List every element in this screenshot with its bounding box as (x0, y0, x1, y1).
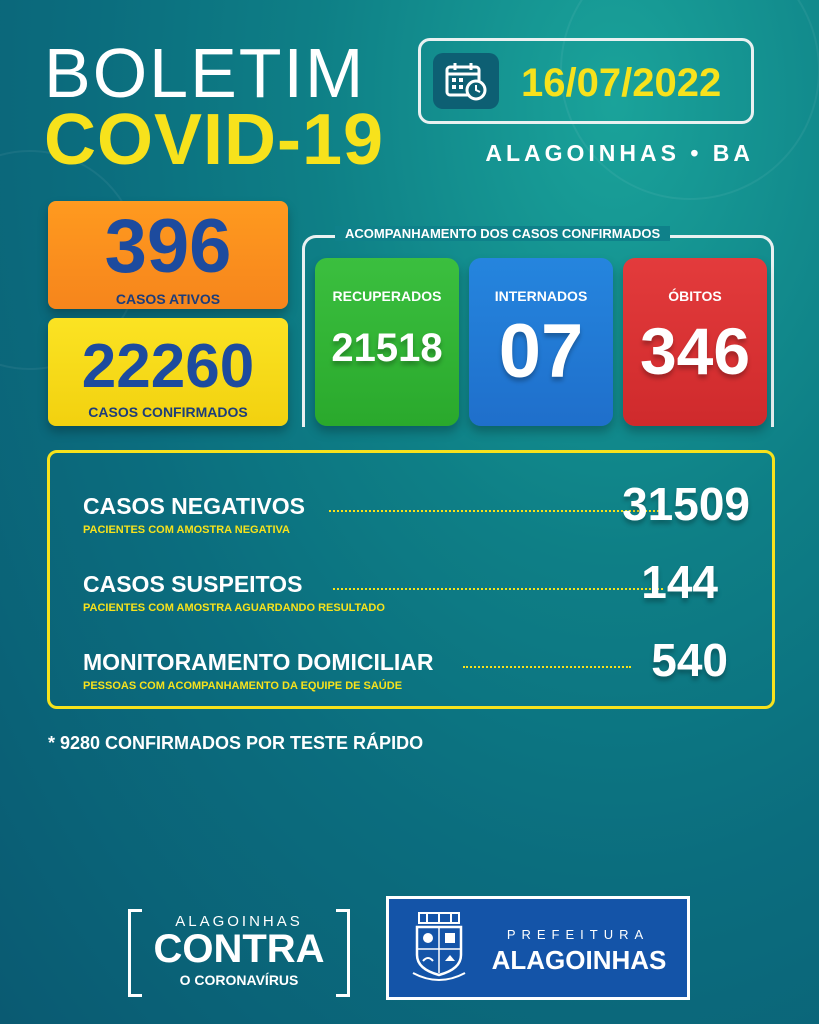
city-crest-icon (409, 911, 469, 994)
confirmed-cases-value: 22260 (81, 332, 255, 401)
hospitalized-value: 07 (498, 309, 584, 394)
monitoring-row (83, 635, 758, 691)
calendar-clock-icon (433, 53, 499, 109)
recovered-label: RECUPERADOS (332, 288, 442, 304)
deaths-label: ÓBITOS (668, 288, 722, 304)
hospitalized-label: INTERNADOS (494, 288, 588, 304)
negatives-name: CASOS NEGATIVOS (83, 493, 305, 519)
prefeitura-label: PREFEITURA (506, 927, 650, 942)
suspects-value: 144 (641, 556, 718, 608)
dotted-leader (463, 666, 631, 668)
deaths-card (623, 258, 767, 426)
active-cases-card (48, 201, 288, 309)
prefeitura-city: ALAGOINHAS (491, 945, 667, 975)
recovered-value: 21518 (331, 326, 443, 370)
dotted-leader (333, 588, 663, 590)
monitoring-subtitle: PESSOAS COM ACOMPANHAMENTO DA EQUIPE DE SAÚDE (83, 680, 403, 692)
campaign-line2: CONTRA (153, 927, 325, 971)
active-cases-value: 396 (104, 204, 232, 289)
campaign-line1: ALAGOINHAS (175, 913, 303, 930)
negatives-value: 31509 (622, 478, 750, 530)
campaign-line3: O CORONAVÍRUS (179, 972, 299, 988)
campaign-logo (128, 909, 350, 997)
prefeitura-logo (386, 896, 690, 1000)
title-covid: COVID-19 (44, 100, 385, 180)
rapid-test-footnote: * 9280 CONFIRMADOS POR TESTE RÁPIDO (48, 733, 424, 753)
confirmed-cases-card (48, 318, 288, 426)
monitoring-name: MONITORAMENTO DOMICILIAR (83, 649, 434, 675)
recovered-card (315, 258, 459, 426)
hospitalized-card (469, 258, 613, 426)
deaths-value: 346 (639, 314, 751, 388)
bulletin-date: 16/07/2022 (521, 61, 722, 105)
suspects-name: CASOS SUSPEITOS (83, 571, 303, 597)
suspects-subtitle: PACIENTES COM AMOSTRA AGUARDANDO RESULTADO (83, 602, 385, 614)
confirmed-cases-label: CASOS CONFIRMADOS (88, 404, 248, 420)
tracking-title: ACOMPANHAMENTO DOS CASOS CONFIRMADOS (335, 226, 670, 241)
date-box (418, 38, 754, 124)
title-boletim: BOLETIM (44, 34, 366, 112)
dotted-leader (329, 510, 659, 512)
active-cases-label: CASOS ATIVOS (115, 291, 221, 307)
negatives-row (83, 479, 758, 535)
details-panel (47, 450, 775, 709)
negatives-subtitle: PACIENTES COM AMOSTRA NEGATIVA (83, 524, 290, 536)
monitoring-value: 540 (651, 634, 728, 686)
city-label: ALAGOINHAS • BA (485, 140, 754, 166)
suspects-row (83, 557, 758, 613)
